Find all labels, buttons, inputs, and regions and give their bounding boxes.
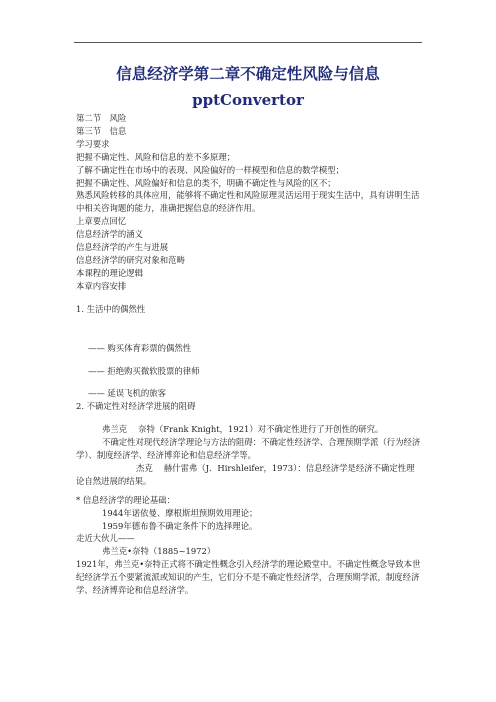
text-line: 信息经济学的涵义 — [76, 229, 143, 240]
text-line: 信息经济学的研究对象和范畴 — [76, 254, 185, 265]
document-body — [76, 112, 421, 597]
text-line: 本章内容安排 — [76, 280, 127, 291]
document-title: 信息经济学第二章不确定性风险与信息 — [116, 64, 380, 83]
text-line: 弗兰克 奈特（Frank Knight，1921）对不确定性进行了开创性的研究。 — [102, 424, 384, 435]
numbered-heading: 1. 生活中的偶然性 — [76, 303, 146, 314]
dash-list-item: —— 拒绝购买微软股票的律师 — [88, 365, 200, 376]
text-line: 把握不确定性、风险和信息的差不多原理； — [76, 151, 236, 162]
text-line: 弗兰克•奈特（1885~1972） — [102, 546, 216, 557]
text-line: 走近大伙儿—— — [76, 533, 135, 544]
header-rule — [74, 42, 422, 43]
text-line: * 信息经济学的理论基础： — [76, 494, 175, 505]
text-line: 1959年德布鲁不确定条件下的选择理论。 — [102, 520, 258, 531]
text-line: 了解不确定性在市场中的表现、风险偏好的一样模型和信息的数学模型； — [76, 164, 344, 175]
text-line: 信息经济学的产生与进展 — [76, 242, 169, 253]
text-line: 学习要求 — [76, 138, 110, 149]
text-line: 把握不确定性、风险偏好和信息的类不，明确不确定性与风险的区不； — [76, 177, 336, 188]
document-subtitle: pptConvertor — [192, 91, 304, 109]
dash-list-item: —— 延误飞机的旅客 — [88, 388, 167, 399]
section-heading: 第二节 风险 — [76, 113, 127, 123]
text-line: 1944年诺依曼、摩根斯坦预期效用理论； — [102, 507, 258, 518]
dash-list-item: —— 购买体育彩票的偶然性 — [88, 342, 192, 353]
text-paragraph: 1921年，弗兰克•奈特正式将不确定性概念引入经济学的理论殿堂中。不确定性概念导致本世纪经济学五个要紧流派或知识的产生，它们分不是不确定性经济学，合理预期学派，制度经济学、经济博弈论和信息经济学。 — [76, 559, 421, 596]
numbered-heading: 2. 不确定性对经济学进展的阻碍 — [76, 401, 196, 412]
text-line: 本课程的理论逻辑 — [76, 267, 143, 278]
section-heading: 第三节 信息 — [76, 125, 127, 136]
text-paragraph: 不确定性对现代经济学理论与方法的阻碍：不确定性经济学、合理预期学派（行为经济学）、制度经济学、经济博弈论和信息经济学等。 — [76, 437, 421, 461]
text-line: 上章要点回忆 — [76, 216, 127, 227]
text-paragraph: 杰克 赫什雷弗（J．Hirshleifer，1973）：信息经济学是经济不确定性理论自然进展的结果。 — [76, 462, 415, 486]
text-paragraph: 熟悉风险转移的具体应用，能够将不确定性和风险原理灵活运用于现实生活中，具有讲明生活中相关咨询题的能力，准确把握信息的经济作用。 — [76, 190, 420, 214]
